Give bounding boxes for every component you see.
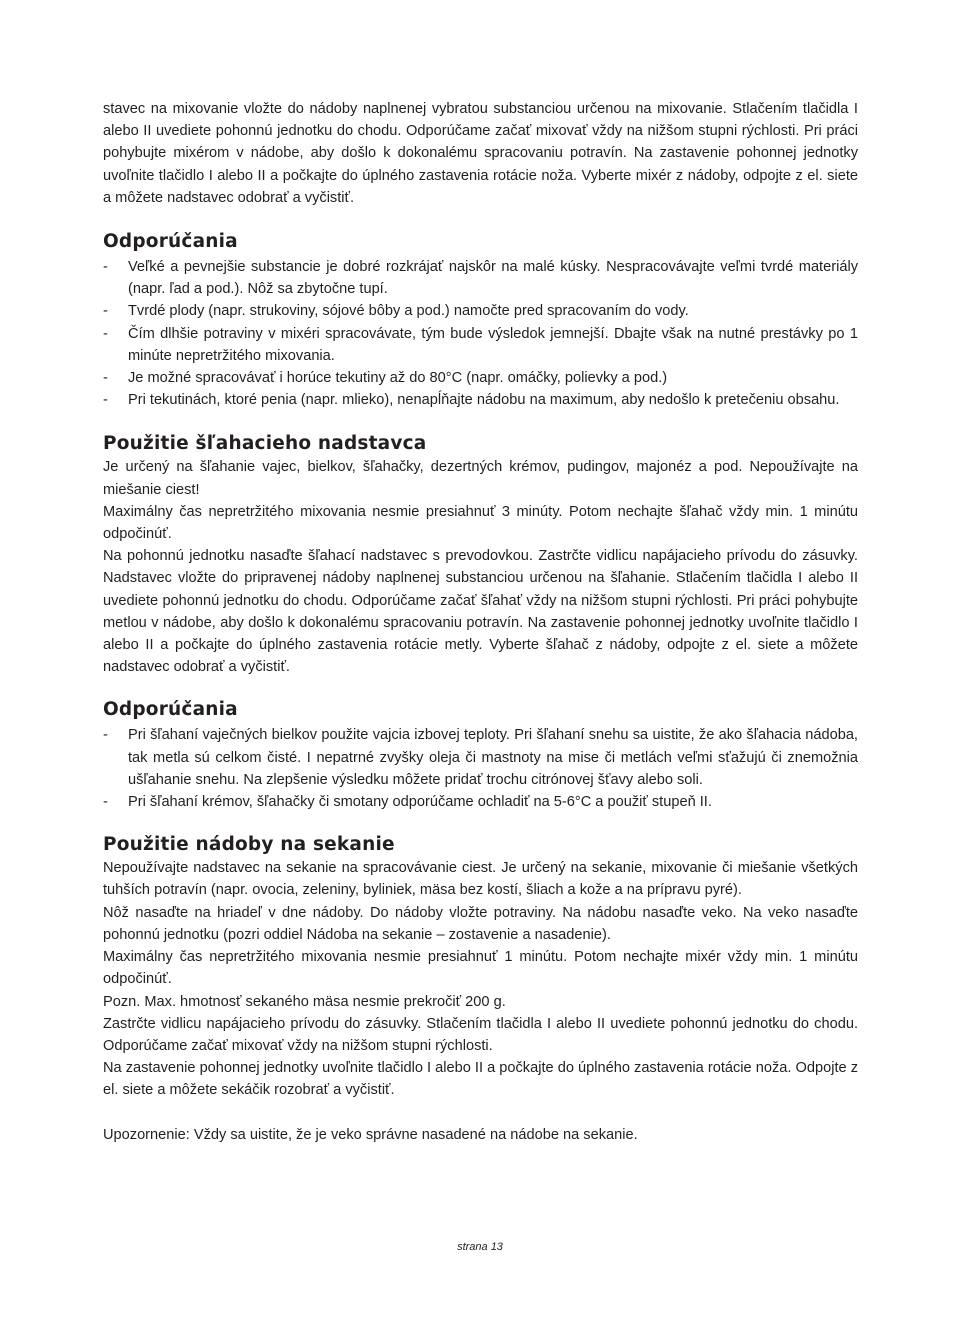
paragraph: Maximálny čas nepretržitého mixovania nesmie presiahnuť 1 minútu. Potom nechajte mixér vždy min. 1 minútu odpočinúť. — [103, 949, 858, 988]
page-number: strana 13 — [457, 1241, 503, 1253]
paragraph: Pozn. Max. hmotnosť sekaného mäsa nesmie prekročiť 200 g. — [103, 993, 506, 1010]
list-item — [103, 367, 858, 389]
list-item-text: Čím dlhšie potraviny v mixéri spracovávate, tým bude výsledok jemnejší. Dbajte však na nutné prestávky po 1 minúte nepretržitého mixovania. — [128, 325, 858, 364]
paragraph: Na zastavenie pohonnej jednotky uvoľnite tlačidlo I alebo II a počkajte do úplného zastavenia rotácie noža. Odpojte z el. siete a môžete sekáčik rozobrať a vyčistiť. — [103, 1060, 858, 1099]
list-item-text: Veľké a pevnejšie substancie je dobré rozkrájať najskôr na malé kúsky. Nespracovávajte veľmi tvrdé materiály (napr. ľad a pod.). Nôž sa zbytočne tupí. — [128, 259, 858, 298]
paragraph: Maximálny čas nepretržitého mixovania nesmie presiahnuť 3 minúty. Potom nechajte šľahač vždy min. 1 minútu odpočinúť. — [103, 503, 858, 543]
section-heading: Použitie nádoby na sekanie — [103, 834, 395, 856]
section-heading: Použitie šľahacieho nadstavca — [103, 433, 427, 455]
document-body — [103, 98, 858, 1146]
dash-marker: - — [103, 727, 108, 744]
dash-marker: - — [103, 392, 108, 409]
dash-marker: - — [103, 794, 108, 811]
list-item-text: Pri tekutinách, ktoré penia (napr. mlieko), nenapĺňajte nádobu na maximum, aby nedošlo k pretečeniu obsahu. — [128, 392, 840, 409]
list-item — [103, 791, 858, 813]
bullet-list — [103, 256, 858, 411]
dash-marker: - — [103, 259, 108, 276]
paragraph: Zastrčte vidlicu napájacieho prívodu do zásuvky. Stlačením tlačidla I alebo II uvediete pohonnú jednotku do chodu. Odporúčame začať mixovať vždy na nižšom stupni rýchlosti. — [103, 1015, 858, 1054]
paragraph: Na pohonnú jednotku nasaďte šľahací nadstavec s prevodovkou. Zastrčte vidlicu napájacieho prívodu do zásuvky. Nadstavec vložte do pripravenej nádoby naplnenej substanciou určenou na šľahanie. Stlačením tlačidla I alebo II uvediete pohonnú jednotku do chodu. Odporúčame začať šľahať vždy na nižšom stupni rýchlosti. Pri práci pohybujte metlou v nádobe, aby došlo k dokonalému spracovaniu potravín. Na zastavenie pohonnej jednotky uvoľnite tlačidlo I alebo II a počkajte do úplného zastavenia rotácie metly. Vyberte šľahač z nádoby, odpojte z el. siete a môžete nadstavec odobrať a vyčistiť. — [103, 548, 858, 676]
list-item — [103, 389, 858, 411]
section-recommendations-blender — [103, 230, 858, 411]
section-recommendations-whisk — [103, 698, 858, 813]
list-item — [103, 724, 858, 791]
section-heading: Odporúčania — [103, 699, 238, 721]
list-item — [103, 300, 858, 322]
dash-marker: - — [103, 370, 108, 387]
list-item-text: Je možné spracovávať i horúce tekutiny až do 80°C (napr. omáčky, polievky a pod.) — [128, 370, 668, 387]
list-item — [103, 323, 858, 367]
intro-paragraph: stavec na mixovanie vložte do nádoby naplnenej vybratou substanciou určenou na mixovanie. Stlačením tlačidla I alebo II uvediete pohonnú jednotku do chodu. Odporúčame začať mixovať vždy na nižšom stupni rýchlosti. Pri práci pohybujte mixérom v nádobe, aby došlo k dokonalému spracovaniu potravín. Na zastavenie pohonnej jednotky uvoľnite tlačidlo I alebo II a počkajte do úplného zastavenia rotácie noža. Vyberte mixér z nádoby, odpojte z el. siete a môžete nadstavec odobrať a vyčistiť. — [103, 101, 858, 206]
list-item — [103, 256, 858, 300]
list-item-text: Tvrdé plody (napr. strukoviny, sójové bôby a pod.) namočte pred spracovaním do vody. — [128, 303, 689, 320]
dash-marker: - — [103, 325, 108, 342]
section-whisk-usage — [103, 432, 858, 678]
section-chopper-usage — [103, 833, 858, 1101]
list-item-text: Pri šľahaní vaječných bielkov použite vajcia izbovej teploty. Pri šľahaní snehu sa uistite, že ako šľahacia nádoba, tak metla sú celkom čisté. I nepatrné zvyšky oleja či mastnoty na mise či metlách veľmi sťažujú či znemožnia ušľahanie snehu. Na zlepšenie výsledku môžete pridať trochu citrónovej šťavy alebo soli. — [128, 727, 858, 788]
dash-marker: - — [103, 303, 108, 320]
section-heading: Odporúčania — [103, 231, 238, 253]
paragraph: Je určený na šľahanie vajec, bielkov, šľahačky, dezertných krémov, pudingov, majonéz a pod. Nepoužívajte na miešanie ciest! — [103, 459, 858, 498]
warning-note: Upozornenie: Vždy sa uistite, že je veko správne nasadené na nádobe na sekanie. — [103, 1126, 638, 1143]
paragraph: Nôž nasaďte na hriadeľ v dne nádoby. Do nádoby vložte potraviny. Na nádobu nasaďte veko. Na veko nasaďte pohonnú jednotku (pozri oddiel Nádoba na sekanie – zostavenie a nasadenie). — [103, 904, 858, 943]
paragraph: Nepoužívajte nadstavec na sekanie na spracovávanie ciest. Je určený na sekanie, mixovanie či miešanie všetkých tuhších potravín (napr. ovocia, zeleniny, byliniek, mäsa bez kostí, šliach a kože a na prípravu pyré). — [103, 860, 858, 899]
bullet-list — [103, 724, 858, 813]
list-item-text: Pri šľahaní krémov, šľahačky či smotany odporúčame ochladiť na 5-6°C a použiť stupeň II. — [128, 794, 712, 811]
